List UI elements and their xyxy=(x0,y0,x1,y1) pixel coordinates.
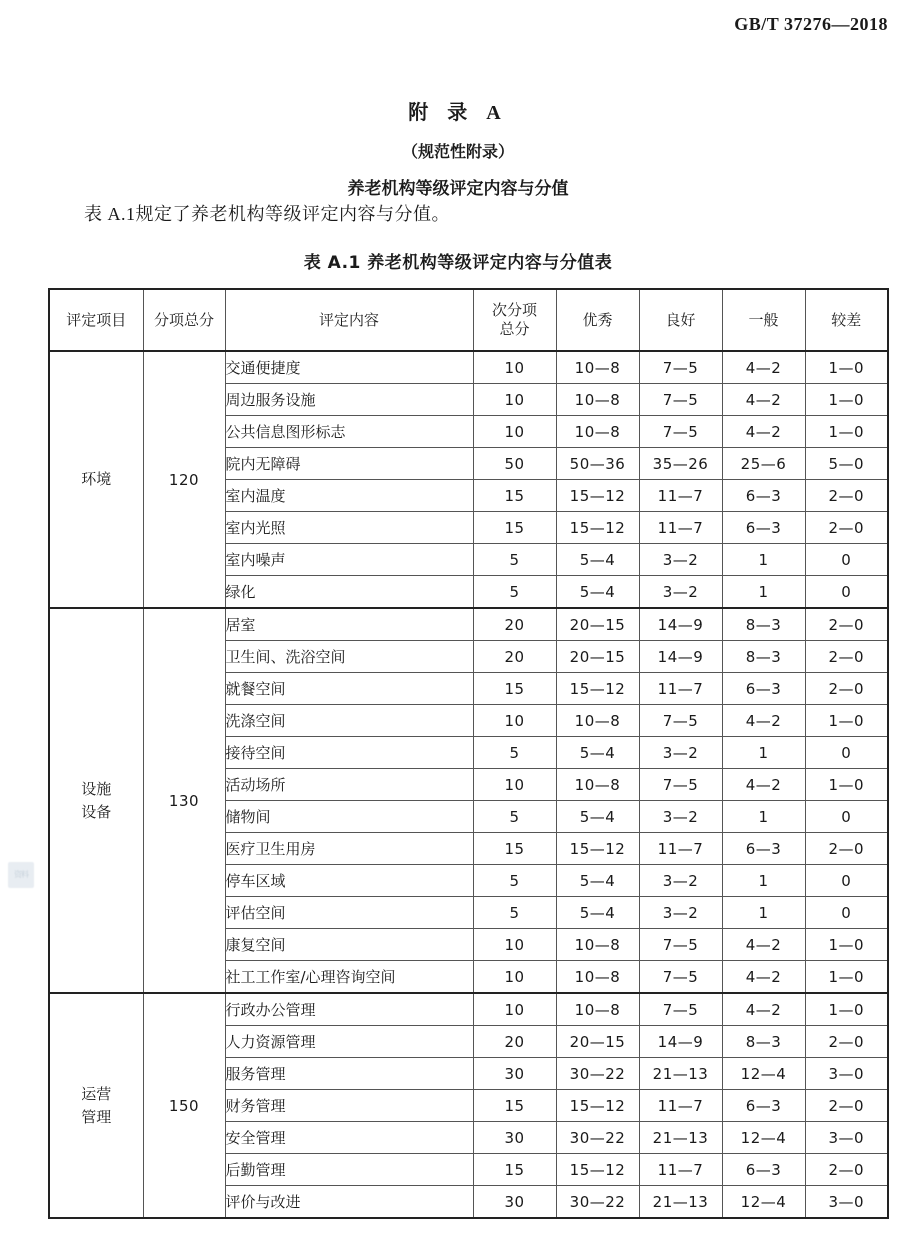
cell-poor: 2—0 xyxy=(805,608,888,641)
standard-number-header: GB/T 37276—2018 xyxy=(734,14,888,34)
cell-good: 14—9 xyxy=(639,608,722,641)
cell-subtotal: 5 xyxy=(473,544,556,576)
cell-average: 6—3 xyxy=(722,480,805,512)
cell-good: 7—5 xyxy=(639,416,722,448)
cell-poor: 1—0 xyxy=(805,929,888,961)
cell-subtotal: 10 xyxy=(473,961,556,994)
cell-content: 财务管理 xyxy=(225,1090,473,1122)
cell-subtotal: 5 xyxy=(473,801,556,833)
cell-content: 社工工作室/心理咨询空间 xyxy=(225,961,473,994)
cell-subtotal: 5 xyxy=(473,576,556,609)
cell-average: 8—3 xyxy=(722,608,805,641)
cell-poor: 2—0 xyxy=(805,1090,888,1122)
cell-good: 3—2 xyxy=(639,801,722,833)
cell-excellent: 10—8 xyxy=(556,929,639,961)
rating-table-container xyxy=(48,288,888,1219)
section-name-0 xyxy=(49,351,143,608)
cell-excellent: 5—4 xyxy=(556,576,639,609)
cell-subtotal: 10 xyxy=(473,769,556,801)
cell-average: 4—2 xyxy=(722,961,805,994)
cell-average: 4—2 xyxy=(722,769,805,801)
cell-content: 绿化 xyxy=(225,576,473,609)
cell-subtotal: 5 xyxy=(473,865,556,897)
cell-average: 12—4 xyxy=(722,1186,805,1219)
cell-excellent: 30—22 xyxy=(556,1122,639,1154)
cell-poor: 0 xyxy=(805,544,888,576)
cell-excellent: 20—15 xyxy=(556,608,639,641)
section-name-1 xyxy=(49,608,143,993)
cell-poor: 3—0 xyxy=(805,1058,888,1090)
cell-content: 院内无障碍 xyxy=(225,448,473,480)
cell-good: 7—5 xyxy=(639,993,722,1026)
cell-subtotal: 30 xyxy=(473,1058,556,1090)
cell-subtotal: 20 xyxy=(473,641,556,673)
section-name-line: 管理 xyxy=(81,1107,112,1126)
cell-good: 7—5 xyxy=(639,351,722,384)
cell-poor: 0 xyxy=(805,865,888,897)
cell-content: 公共信息图形标志 xyxy=(225,416,473,448)
cell-excellent: 5—4 xyxy=(556,737,639,769)
cell-content: 康复空间 xyxy=(225,929,473,961)
cell-poor: 2—0 xyxy=(805,480,888,512)
cell-excellent: 5—4 xyxy=(556,897,639,929)
cell-poor: 1—0 xyxy=(805,993,888,1026)
cell-average: 1 xyxy=(722,865,805,897)
cell-excellent: 20—15 xyxy=(556,641,639,673)
column-header-good: 良好 xyxy=(639,289,722,351)
cell-excellent: 10—8 xyxy=(556,705,639,737)
cell-good: 21—13 xyxy=(639,1058,722,1090)
cell-content: 服务管理 xyxy=(225,1058,473,1090)
column-header-score-line1: 次分项 xyxy=(491,301,537,320)
cell-excellent: 15—12 xyxy=(556,833,639,865)
cell-excellent: 15—12 xyxy=(556,673,639,705)
cell-good: 3—2 xyxy=(639,576,722,609)
annex-title-block xyxy=(0,96,916,199)
cell-poor: 3—0 xyxy=(805,1186,888,1219)
rating-table xyxy=(48,288,889,1219)
cell-subtotal: 15 xyxy=(473,480,556,512)
annex-title: 养老机构等级评定内容与分值 xyxy=(347,179,569,199)
table-head xyxy=(49,289,888,351)
section-total-1: 130 xyxy=(143,608,225,993)
annex-label: 附 录 A xyxy=(408,102,508,124)
cell-subtotal: 30 xyxy=(473,1122,556,1154)
table-body xyxy=(49,351,888,1218)
cell-content: 后勤管理 xyxy=(225,1154,473,1186)
cell-subtotal: 5 xyxy=(473,897,556,929)
cell-content: 行政办公管理 xyxy=(225,993,473,1026)
cell-subtotal: 10 xyxy=(473,384,556,416)
cell-subtotal: 10 xyxy=(473,351,556,384)
cell-average: 4—2 xyxy=(722,416,805,448)
cell-content: 安全管理 xyxy=(225,1122,473,1154)
cell-content: 室内温度 xyxy=(225,480,473,512)
cell-content: 人力资源管理 xyxy=(225,1026,473,1058)
cell-excellent: 15—12 xyxy=(556,480,639,512)
cell-poor: 2—0 xyxy=(805,641,888,673)
cell-poor: 0 xyxy=(805,897,888,929)
cell-average: 12—4 xyxy=(722,1058,805,1090)
cell-subtotal: 10 xyxy=(473,929,556,961)
cell-good: 3—2 xyxy=(639,737,722,769)
cell-average: 4—2 xyxy=(722,384,805,416)
cell-poor: 1—0 xyxy=(805,961,888,994)
section-name-line: 运营 xyxy=(81,1085,112,1103)
cell-excellent: 30—22 xyxy=(556,1186,639,1219)
cell-average: 6—3 xyxy=(722,833,805,865)
cell-subtotal: 30 xyxy=(473,1186,556,1219)
column-header-score xyxy=(473,289,556,351)
cell-good: 14—9 xyxy=(639,1026,722,1058)
cell-poor: 0 xyxy=(805,576,888,609)
cell-excellent: 10—8 xyxy=(556,993,639,1026)
cell-subtotal: 15 xyxy=(473,512,556,544)
cell-subtotal: 15 xyxy=(473,673,556,705)
section-name-line: 设施 xyxy=(81,780,112,798)
cell-average: 1 xyxy=(722,544,805,576)
cell-subtotal: 10 xyxy=(473,416,556,448)
cell-poor: 3—0 xyxy=(805,1122,888,1154)
cell-good: 14—9 xyxy=(639,641,722,673)
cell-average: 6—3 xyxy=(722,1090,805,1122)
cell-good: 11—7 xyxy=(639,1154,722,1186)
cell-excellent: 30—22 xyxy=(556,1058,639,1090)
cell-average: 8—3 xyxy=(722,641,805,673)
cell-poor: 2—0 xyxy=(805,833,888,865)
cell-poor: 2—0 xyxy=(805,673,888,705)
cell-average: 6—3 xyxy=(722,1154,805,1186)
cell-average: 1 xyxy=(722,897,805,929)
column-header-poor: 较差 xyxy=(805,289,888,351)
cell-good: 3—2 xyxy=(639,865,722,897)
cell-good: 7—5 xyxy=(639,929,722,961)
cell-poor: 2—0 xyxy=(805,1026,888,1058)
cell-average: 6—3 xyxy=(722,673,805,705)
cell-content: 医疗卫生用房 xyxy=(225,833,473,865)
annex-type: （规范性附录） xyxy=(401,142,514,161)
table-row xyxy=(49,351,888,384)
cell-excellent: 50—36 xyxy=(556,448,639,480)
cell-poor: 1—0 xyxy=(805,351,888,384)
cell-excellent: 10—8 xyxy=(556,769,639,801)
cell-excellent: 20—15 xyxy=(556,1026,639,1058)
cell-content: 交通便捷度 xyxy=(225,351,473,384)
cell-subtotal: 5 xyxy=(473,737,556,769)
cell-subtotal: 50 xyxy=(473,448,556,480)
cell-average: 8—3 xyxy=(722,1026,805,1058)
cell-good: 7—5 xyxy=(639,384,722,416)
column-header-score-line2: 总分 xyxy=(499,320,530,338)
table-row xyxy=(49,993,888,1026)
cell-average: 6—3 xyxy=(722,512,805,544)
column-header-item: 评定项目 xyxy=(49,289,143,351)
cell-good: 11—7 xyxy=(639,512,722,544)
column-header-content: 评定内容 xyxy=(225,289,473,351)
cell-content: 评估空间 xyxy=(225,897,473,929)
cell-content: 卫生间、洗浴空间 xyxy=(225,641,473,673)
cell-average: 4—2 xyxy=(722,705,805,737)
cell-subtotal: 15 xyxy=(473,1090,556,1122)
cell-subtotal: 10 xyxy=(473,705,556,737)
cell-excellent: 5—4 xyxy=(556,865,639,897)
cell-good: 3—2 xyxy=(639,544,722,576)
table-caption: 表 A.1 养老机构等级评定内容与分值表 xyxy=(303,253,613,273)
cell-subtotal: 20 xyxy=(473,1026,556,1058)
section-name-2 xyxy=(49,993,143,1218)
column-header-subtotal: 分项总分 xyxy=(143,289,225,351)
cell-average: 1 xyxy=(722,801,805,833)
column-header-average: 一般 xyxy=(722,289,805,351)
cell-excellent: 10—8 xyxy=(556,961,639,994)
cell-subtotal: 10 xyxy=(473,993,556,1026)
cell-good: 7—5 xyxy=(639,705,722,737)
cell-content: 居室 xyxy=(225,608,473,641)
section-total-2: 150 xyxy=(143,993,225,1218)
cell-content: 评价与改进 xyxy=(225,1186,473,1219)
table-row xyxy=(49,608,888,641)
cell-subtotal: 15 xyxy=(473,833,556,865)
cell-excellent: 5—4 xyxy=(556,544,639,576)
cell-average: 1 xyxy=(722,737,805,769)
cell-average: 25—6 xyxy=(722,448,805,480)
cell-poor: 1—0 xyxy=(805,705,888,737)
cell-content: 停车区域 xyxy=(225,865,473,897)
cell-good: 7—5 xyxy=(639,961,722,994)
cell-excellent: 15—12 xyxy=(556,1090,639,1122)
cell-content: 接待空间 xyxy=(225,737,473,769)
cell-poor: 2—0 xyxy=(805,1154,888,1186)
cell-subtotal: 15 xyxy=(473,1154,556,1186)
cell-content: 室内噪声 xyxy=(225,544,473,576)
edge-watermark: 资料 xyxy=(8,862,34,888)
cell-good: 21—13 xyxy=(639,1186,722,1219)
cell-good: 3—2 xyxy=(639,897,722,929)
cell-excellent: 15—12 xyxy=(556,512,639,544)
cell-good: 21—13 xyxy=(639,1122,722,1154)
cell-content: 储物间 xyxy=(225,801,473,833)
cell-good: 35—26 xyxy=(639,448,722,480)
cell-poor: 2—0 xyxy=(805,512,888,544)
cell-excellent: 10—8 xyxy=(556,384,639,416)
cell-content: 周边服务设施 xyxy=(225,384,473,416)
cell-excellent: 10—8 xyxy=(556,351,639,384)
cell-average: 4—2 xyxy=(722,351,805,384)
cell-poor: 0 xyxy=(805,737,888,769)
cell-content: 就餐空间 xyxy=(225,673,473,705)
cell-content: 洗涤空间 xyxy=(225,705,473,737)
cell-good: 11—7 xyxy=(639,480,722,512)
intro-paragraph: 表 A.1规定了养老机构等级评定内容与分值。 xyxy=(84,204,450,224)
cell-poor: 5—0 xyxy=(805,448,888,480)
cell-excellent: 10—8 xyxy=(556,416,639,448)
cell-average: 12—4 xyxy=(722,1122,805,1154)
cell-subtotal: 20 xyxy=(473,608,556,641)
cell-average: 4—2 xyxy=(722,929,805,961)
cell-content: 室内光照 xyxy=(225,512,473,544)
cell-good: 11—7 xyxy=(639,833,722,865)
cell-excellent: 15—12 xyxy=(556,1154,639,1186)
cell-good: 11—7 xyxy=(639,673,722,705)
cell-poor: 0 xyxy=(805,801,888,833)
cell-average: 1 xyxy=(722,576,805,609)
cell-content: 活动场所 xyxy=(225,769,473,801)
cell-good: 11—7 xyxy=(639,1090,722,1122)
section-name-line: 环境 xyxy=(81,470,112,489)
section-total-0: 120 xyxy=(143,351,225,608)
cell-poor: 1—0 xyxy=(805,416,888,448)
cell-average: 4—2 xyxy=(722,993,805,1026)
cell-poor: 1—0 xyxy=(805,769,888,801)
column-header-excellent: 优秀 xyxy=(556,289,639,351)
table-header-row xyxy=(49,289,888,351)
cell-excellent: 5—4 xyxy=(556,801,639,833)
cell-poor: 1—0 xyxy=(805,384,888,416)
cell-good: 7—5 xyxy=(639,769,722,801)
section-name-line: 设备 xyxy=(81,802,112,821)
